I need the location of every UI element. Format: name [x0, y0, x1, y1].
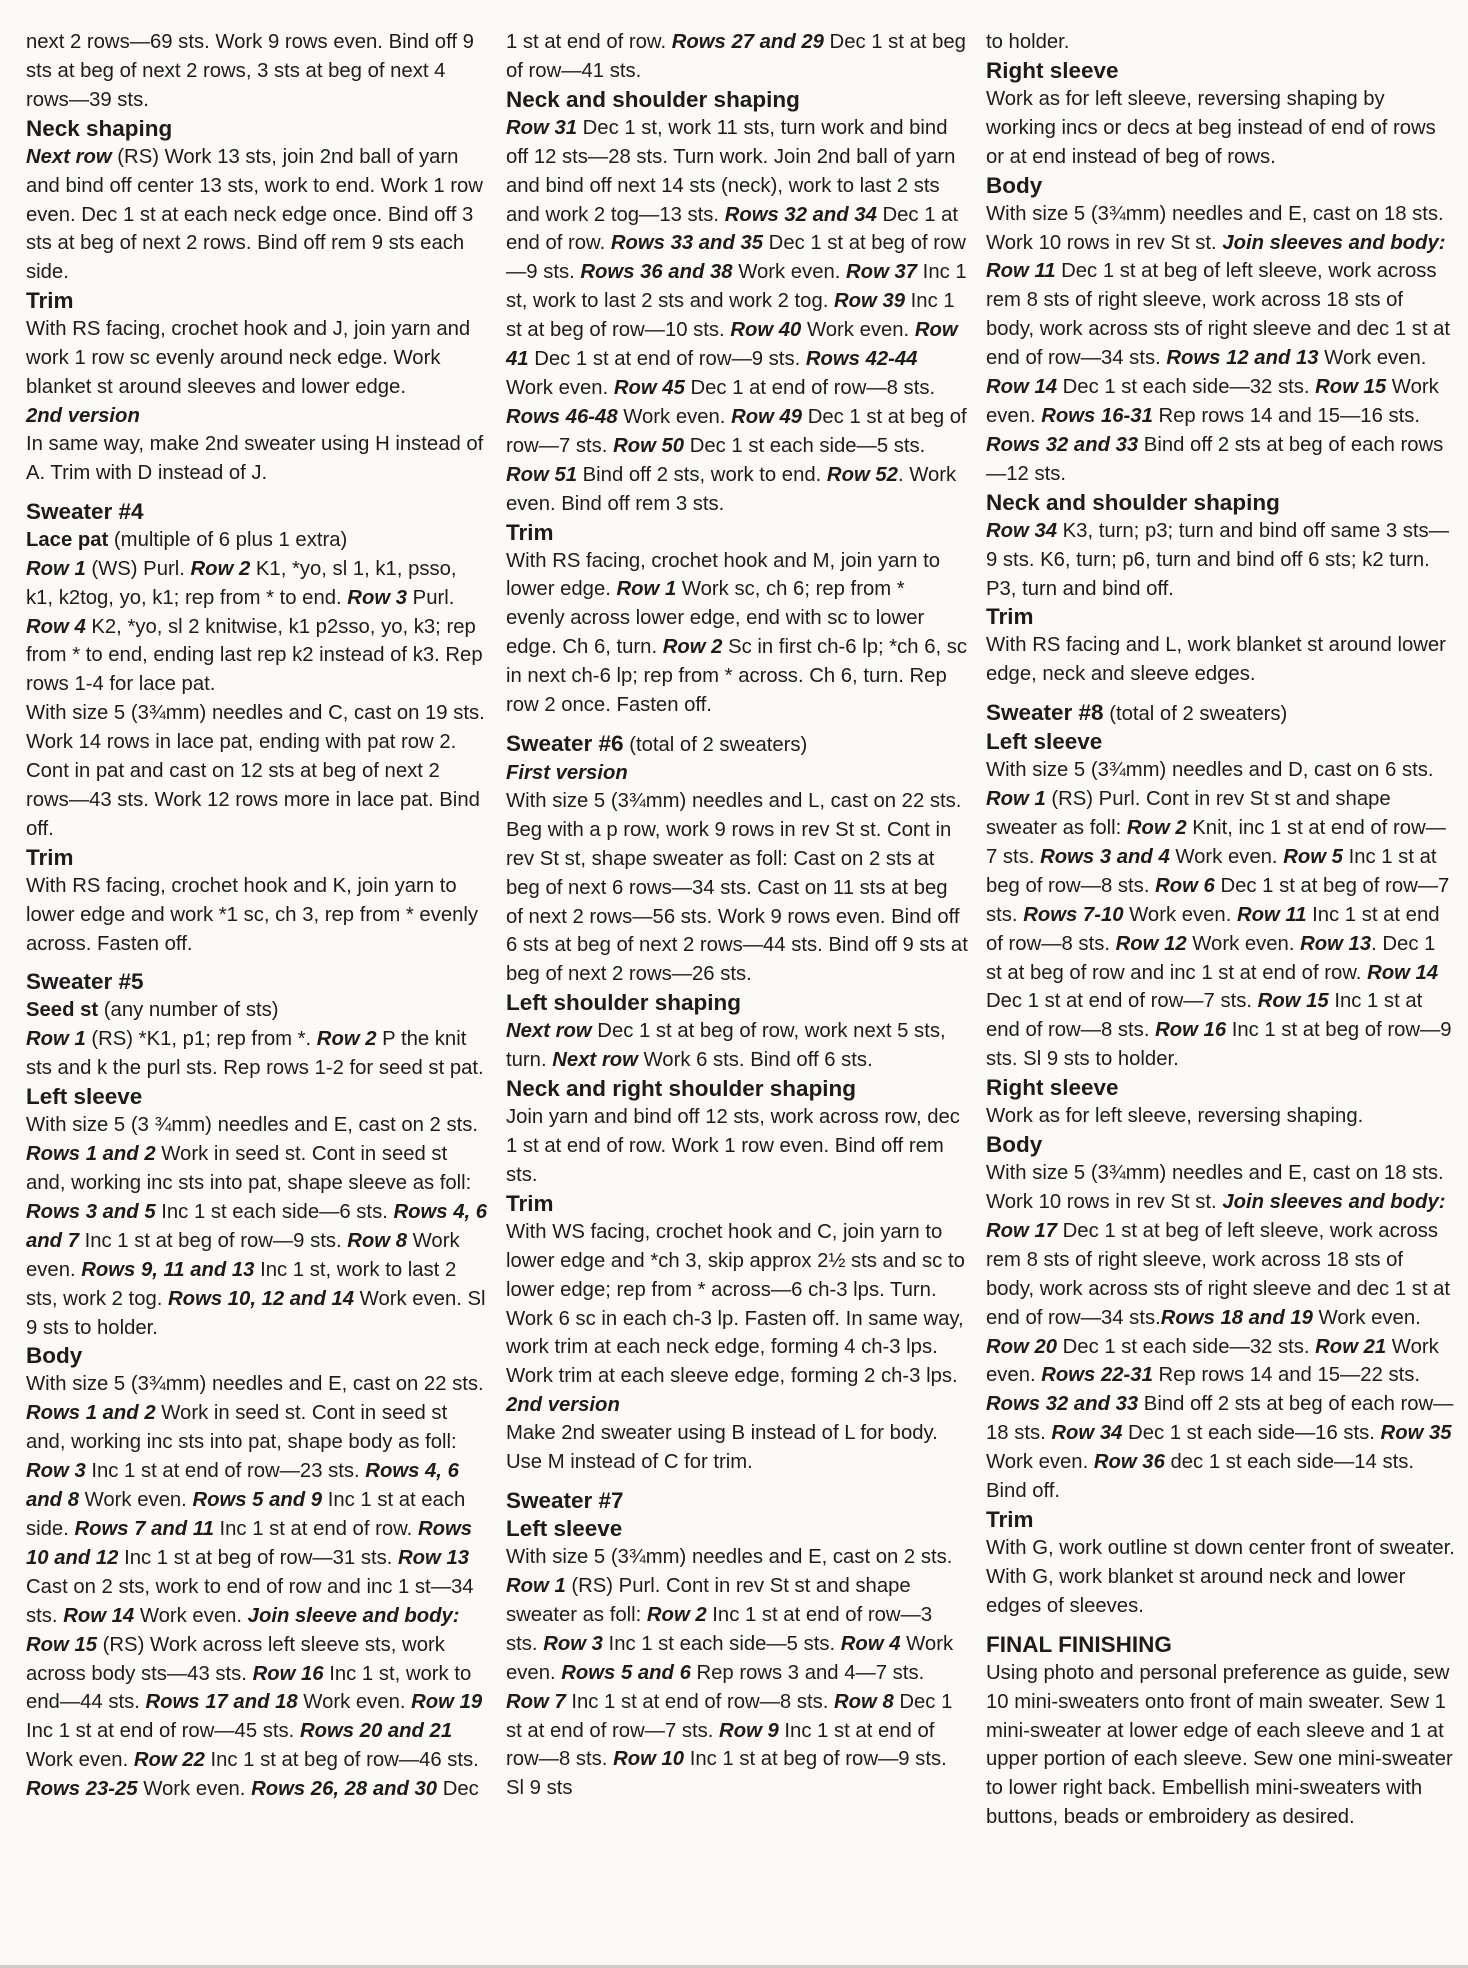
section-heading: Sweater #5 [26, 969, 144, 995]
instruction-paragraph: With size 5 (3¾mm) needles and E, cast on 18 sts. Work 10 rows in rev St st. Join sleeves and body: Row 11 Dec 1 st at beg of left sleeve, work across rem 8 sts of right sleeve, work across 18 sts of body, work across sts of right sleeve and dec 1 st at end of row—34 sts. Rows 12 and 13 Work even. Row 14 Dec 1 st each side—32 sts. Row 15 Work even. Rows 16-31 Rep rows 14 and 15—16 sts. Rows 32 and 33 Bind off 2 sts at beg of each rows—12 sts. [986, 202, 1451, 485]
section-heading-note: (total of 2 sweaters) [1103, 703, 1288, 726]
sub-heading: Neck and right shoulder shaping [506, 1076, 857, 1102]
section-heading-note: (total of 2 sweaters) [623, 733, 808, 756]
instruction-paragraph: 1 st at end of row. Rows 27 and 29 Dec 1 st at beg of row—41 sts. [506, 31, 966, 82]
sub-heading: Neck and shoulder shaping [986, 489, 1280, 515]
instruction-paragraph: to holder. [986, 31, 1070, 53]
instruction-paragraph: Using photo and personal preference as guide, sew 10 mini-sweaters onto front of main sweater. Sew 1 mini-sweater at lower edge of each sleeve and 1 at upper portion of each sleeve. Sew one mini-sweater to lower right back. Embellish mini-sweaters with buttons, beads or embroidery as desired. [986, 1661, 1453, 1829]
sub-heading: Left sleeve [986, 729, 1103, 755]
instruction-paragraph: With size 5 (3¾mm) needles and D, cast on 6 sts. Row 1 (RS) Purl. Cont in rev St st and shape sweater as foll: Row 2 Knit, inc 1 st at end of row—7 sts. Rows 3 and 4 Work even. Row 5 Inc 1 st at beg of row—8 sts. Row 6 Dec 1 st at beg of row—7 sts. Rows 7-10 Work even. Row 11 Inc 1 st at end of row—8 sts. Row 12 Work even. Row 13. Dec 1 st at beg of row and inc 1 st at end of row. Row 14 Dec 1 st at end of row—7 sts. Row 15 Inc 1 st at end of row—8 sts. Row 16 Inc 1 st at beg of row—9 sts. Sl 9 sts to holder. [986, 759, 1452, 1071]
instruction-paragraph: With G, work outline st down center front of sweater. With G, work blanket st around neck and lower edges of sleeves. [986, 1536, 1455, 1617]
section-heading: FINAL FINISHING [986, 1631, 1172, 1657]
sub-heading: Body [986, 1132, 1043, 1158]
section-heading: Sweater #7 [506, 1488, 624, 1514]
version-heading: First version [506, 761, 628, 784]
sub-heading: Trim [26, 288, 74, 314]
sub-heading: Body [986, 172, 1043, 198]
instruction-paragraph: Lace pat (multiple of 6 plus 1 extra) [26, 528, 348, 551]
section-heading: Sweater #8 (total of 2 sweaters) [986, 700, 1288, 726]
instruction-paragraph: Work as for left sleeve, reversing shaping. [986, 1105, 1364, 1128]
instruction-paragraph: Work as for left sleeve, reversing shaping by working incs or decs at beg instead of end of rows or at end instead of beg of rows. [986, 87, 1436, 168]
sub-heading: Trim [26, 844, 74, 870]
sub-heading: Trim [986, 1506, 1034, 1532]
column-1 [26, 28, 488, 1832]
instruction-paragraph: Next row (RS) Work 13 sts, join 2nd ball of yarn and bind off center 13 sts, work to end. Work 1 row even. Dec 1 st at each neck edge once. Bind off 3 sts at beg of next 2 rows. Bind off rem 9 sts each side. [26, 145, 483, 284]
sub-heading: Trim [506, 1190, 554, 1216]
instruction-paragraph: With size 5 (3 ¾mm) needles and E, cast on 2 sts. Rows 1 and 2 Work in seed st. Cont in seed st and, working inc sts into pat, shape sleeve as foll: Rows 3 and 5 Inc 1 st each side—6 sts. Rows 4, 6 and 7 Inc 1 st at beg of row—9 sts. Row 8 Work even. Rows 9, 11 and 13 Inc 1 st, work to last 2 sts, work 2 tog. Rows 10, 12 and 14 Work even. Sl 9 sts to holder. [26, 1114, 488, 1339]
instruction-paragraph: Row 1 (RS) *K1, p1; rep from *. Row 2 P the knit sts and k the purl sts. Rep rows 1-2 for seed st pat. [26, 1028, 484, 1080]
instruction-paragraph: With WS facing, crochet hook and C, join yarn to lower edge and *ch 3, skip approx 2½ sts and sc to lower edge; rep from * across—6 ch-3 lps. Turn. Work 6 sc in each ch-3 lp. Fasten off. In same way, work trim at each neck edge, forming 4 ch-3 lps. Work trim at each sleeve edge, forming 2 ch-3 lps. [506, 1220, 965, 1388]
sub-heading: Trim [986, 604, 1034, 630]
instruction-paragraph: In same way, make 2nd sweater using H instead of A. Trim with D instead of J. [26, 432, 484, 484]
column-2 [506, 28, 968, 1832]
section-heading: Sweater #4 [26, 498, 144, 524]
version-heading: 2nd version [506, 1394, 620, 1417]
column-3 [986, 28, 1456, 1832]
instruction-paragraph: With size 5 (3¾mm) needles and E, cast on 22 sts. Rows 1 and 2 Work in seed st. Cont in seed st and, working inc sts into pat, shape body as foll: Row 3 Inc 1 st at end of row—23 sts. Rows 4, 6 and 8 Work even. Rows 5 and 9 Inc 1 st at each side. Rows 7 and 11 Inc 1 st at end of row. Rows 10 and 12 Inc 1 st at beg of row—31 sts. Row 13 Cast on 2 sts, work to end of row and inc 1 st—34 sts. Row 14 Work even. Join sleeve and body: Row 15 (RS) Work across left sleeve sts, work across body sts—43 sts. Row 16 Inc 1 st, work to end—44 sts. Rows 17 and 18 Work even. Row 19 Inc 1 st at end of row—45 sts. Rows 20 and 21 Work even. Row 22 Inc 1 st at beg of row—46 sts. Rows 23-25 Work even. Rows 26, 28 and 30 Dec [26, 1373, 484, 1801]
instruction-paragraph: Row 1 (WS) Purl. Row 2 K1, *yo, sl 1, k1, psso, k1, k2tog, yo, k1; rep from * to end. Row 3 Purl. Row 4 K2, *yo, sl 2 knitwise, k1 p2sso, yo, k3; rep from * to end, ending last rep k2 instead of k3. Rep rows 1-4 for lace pat. [26, 557, 483, 696]
instruction-paragraph: next 2 rows—69 sts. Work 9 rows even. Bind off 9 sts at beg of next 2 rows, 3 sts at beg of next 4 rows—39 sts. [26, 31, 474, 111]
instruction-paragraph: With size 5 (3¾mm) needles and E, cast on 2 sts. Row 1 (RS) Purl. Cont in rev St st and shape sweater as foll: Row 2 Inc 1 st at end of row—3 sts. Row 3 Inc 1 st each side—5 sts. Row 4 Work even. Rows 5 and 6 Rep rows 3 and 4—7 sts. Row 7 Inc 1 st at end of row—8 sts. Row 8 Dec 1 st at end of row—7 sts. Row 9 Inc 1 st at end of row—8 sts. Row 10 Inc 1 st at beg of row—9 sts. Sl 9 sts [506, 1546, 954, 1800]
sub-heading: Left sleeve [506, 1516, 623, 1542]
sub-heading: Left shoulder shaping [506, 990, 742, 1016]
instruction-paragraph: Join yarn and bind off 12 sts, work across row, dec 1 st at end of row. Work 1 row even. Bind off rem sts. [506, 1106, 960, 1186]
instruction-paragraph: Next row Dec 1 st at beg of row, work next 5 sts, turn. Next row Work 6 sts. Bind off 6 sts. [506, 1020, 946, 1072]
sub-heading: Neck and shoulder shaping [506, 86, 800, 112]
version-heading: 2nd version [26, 404, 140, 427]
sub-heading: Right sleeve [986, 1075, 1119, 1101]
instruction-paragraph: Row 31 Dec 1 st, work 11 sts, turn work and bind off 12 sts—28 sts. Turn work. Join 2nd ball of yarn and bind off next 14 sts (neck), work to last 2 sts and work 2 tog—13 sts. Rows 32 and 34 Dec 1 at end of row. Rows 33 and 35 Dec 1 st at beg of row—9 sts. Rows 36 and 38 Work even. Row 37 Inc 1 st, work to last 2 sts and work 2 tog. Row 39 Inc 1 st at beg of row—10 sts. Row 40 Work even. Row 41 Dec 1 st at end of row—9 sts. Rows 42-44 Work even. Row 45 Dec 1 at end of row—8 sts. Rows 46-48 Work even. Row 49 Dec 1 st at beg of row—7 sts. Row 50 Dec 1 st each side—5 sts. Row 51 Bind off 2 sts, work to end. Row 52. Work even. Bind off rem 3 sts. [506, 116, 967, 515]
text-columns [26, 28, 1460, 1832]
section-heading: Sweater #6 (total of 2 sweaters) [506, 730, 808, 756]
instruction-paragraph: With size 5 (3¾mm) needles and L, cast on 22 sts. Beg with a p row, work 9 rows in rev St st. Cont in rev St st, shape sweater as foll: Cast on 2 sts at beg of next 6 rows—34 sts. Cast on 11 sts at beg of next 2 rows—56 sts. Work 9 rows even. Bind off 6 sts at beg of next 2 rows—44 sts. Bind off 9 sts at beg of next 2 rows—26 sts. [506, 789, 968, 986]
sub-heading: Neck shaping [26, 115, 173, 141]
instruction-paragraph: With size 5 (3¾mm) needles and E, cast on 18 sts. Work 10 rows in rev St st. Join sleeves and body: Row 17 Dec 1 st at beg of left sleeve, work across rem 8 sts of right sleeve, work across 18 sts of body, work across sts of right sleeve and dec 1 st at end of row—34 sts.Rows 18 and 19 Work even. Row 20 Dec 1 st each side—32 sts. Row 21 Work even. Rows 22-31 Rep rows 14 and 15—22 sts. Rows 32 and 33 Bind off 2 sts at beg of each row—18 sts. Row 34 Dec 1 st each side—16 sts. Row 35 Work even. Row 36 dec 1 st each side—14 sts. Bind off. [986, 1162, 1454, 1503]
sub-heading: Right sleeve [986, 57, 1119, 83]
instruction-paragraph: Make 2nd sweater using B instead of L for body. Use M instead of C for trim. [506, 1422, 938, 1474]
sub-heading: Left sleeve [26, 1084, 143, 1110]
instruction-paragraph: Seed st (any number of sts) [26, 999, 279, 1022]
sub-heading: Body [26, 1343, 83, 1369]
instruction-paragraph: With RS facing, crochet hook and M, join yarn to lower edge. Row 1 Work sc, ch 6; rep from * evenly across lower edge, end with sc to lower edge. Ch 6, turn. Row 2 Sc in first ch-6 lp; *ch 6, sc in next ch-6 lp; rep from * across. Ch 6, turn. Rep row 2 once. Fasten off. [506, 549, 968, 717]
instruction-paragraph: With RS facing and L, work blanket st around lower edge, neck and sleeve edges. [986, 634, 1446, 686]
instruction-paragraph: With size 5 (3¾mm) needles and C, cast on 19 sts. Work 14 rows in lace pat, ending with pat row 2. Cont in pat and cast on 12 sts at beg of next 2 rows—43 sts. Work 12 rows more in lace pat. Bind off. [26, 702, 485, 840]
sub-heading: Trim [506, 519, 554, 545]
instruction-paragraph: Row 34 K3, turn; p3; turn and bind off same 3 sts—9 sts. K6, turn; p6, turn and bind off 6 sts; k2 turn. P3, turn and bind off. [986, 519, 1449, 600]
instruction-paragraph: With RS facing, crochet hook and J, join yarn and work 1 row sc evenly around neck edge. Work blanket st around sleeves and lower edge. [26, 318, 471, 399]
instruction-paragraph: With RS facing, crochet hook and K, join yarn to lower edge and work *1 sc, ch 3, rep from * evenly across. Fasten off. [26, 874, 479, 955]
